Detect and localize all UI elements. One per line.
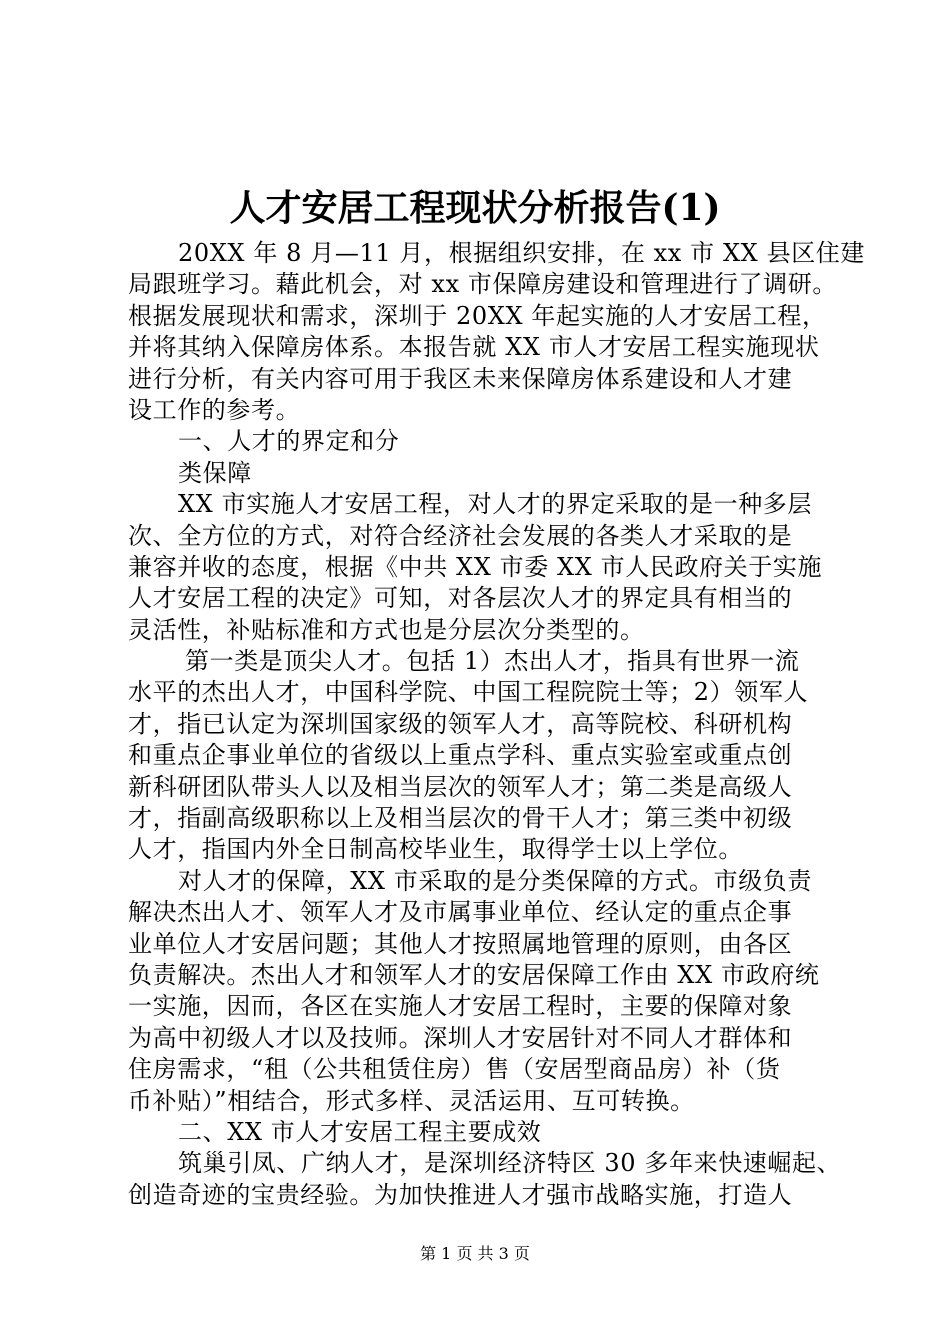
text-line: 才，指副高级职称以上及相当层次的骨干人才；第三类中初级 <box>128 804 793 833</box>
text-line: XX 市实施人才安居工程，对人才的界定采取的是一种多层 <box>178 490 812 519</box>
text-line: 创造奇迹的宝贵经验。为加快推进人才强市战略实施，打造人 <box>128 1180 793 1209</box>
text-line: 为高中初级人才以及技师。深圳人才安居针对不同人才群体和 <box>128 1023 793 1052</box>
section-heading: 一、人才的界定和分 <box>178 427 400 456</box>
section-heading: 二、XX 市人才安居工程主要成效 <box>178 1117 542 1146</box>
document-body <box>128 238 865 1211</box>
text-line: 对人才的保障，XX 市采取的是分类保障的方式。市级负责 <box>178 866 812 895</box>
text-line: 根据发展现状和需求，深圳于 20XX 年起实施的人才安居工程， <box>128 301 827 330</box>
page-footer: 第 1 页 共 3 页 <box>420 1244 530 1263</box>
text-line: 币补贴）”相结合，形式多样、灵活运用、互可转换。 <box>128 1086 695 1115</box>
text-line: 业单位人才安居问题；其他人才按照属地管理的原则，由各区 <box>128 929 793 958</box>
text-line: 新科研团队带头人以及相当层次的领军人才；第二类是高级人 <box>128 772 793 801</box>
document-title: 人才安居工程现状分析报告(1) <box>229 187 721 229</box>
text-line: 人才，指国内外全日制高校毕业生，取得学士以上学位。 <box>128 835 743 864</box>
text-line: 一实施，因而，各区在实施人才安居工程时，主要的保障对象 <box>128 992 793 1021</box>
text-line: 解决杰出人才、领军人才及市属事业单位、经认定的重点企事 <box>128 898 793 927</box>
text-line: 20XX 年 8 月—11 月，根据组织安排，在 xx 市 XX 县区住建 <box>178 239 865 267</box>
text-line: 进行分析，有关内容可用于我区未来保障房体系建设和人才建 <box>128 364 793 393</box>
text-line: 才，指已认定为深圳国家级的领军人才，高等院校、科研机构 <box>128 709 793 738</box>
text-line: 人才安居工程的决定》可知，对各层次人才的界定具有相当的 <box>128 584 793 613</box>
text-line: 灵活性，补贴标准和方式也是分层次分类型的。 <box>128 615 645 644</box>
text-line: 兼容并收的态度，根据《中共 XX 市委 XX 市人民政府关于实施 <box>128 552 823 581</box>
text-line: 次、全方位的方式，对符合经济社会发展的各类人才采取的是 <box>128 521 793 550</box>
text-line: 水平的杰出人才，中国科学院、中国工程院院士等；2）领军人 <box>128 678 809 707</box>
text-line: 筑巢引凤、广纳人才，是深圳经济特区 30 多年来快速崛起、 <box>178 1149 842 1178</box>
text-line: 并将其纳入保障房体系。本报告就 XX 市人才安居工程实施现状 <box>128 333 820 362</box>
text-line: 局跟班学习。藉此机会，对 xx 市保障房建设和管理进行了调研。 <box>128 270 837 299</box>
text-line: 负责解决。杰出人才和领军人才的安居保障工作由 XX 市政府统 <box>128 960 820 989</box>
text-line: 设工作的参考。 <box>128 395 301 424</box>
text-line: 第一类是顶尖人才。包括 1）杰出人才，指具有世界一流 <box>185 647 800 676</box>
text-line: 住房需求，“租（公共租赁住房）售（安居型商品房）补（货 <box>128 1055 781 1084</box>
section-heading-continued: 类保障 <box>178 458 252 487</box>
text-line: 和重点企事业单位的省级以上重点学科、重点实验室或重点创 <box>128 741 793 770</box>
